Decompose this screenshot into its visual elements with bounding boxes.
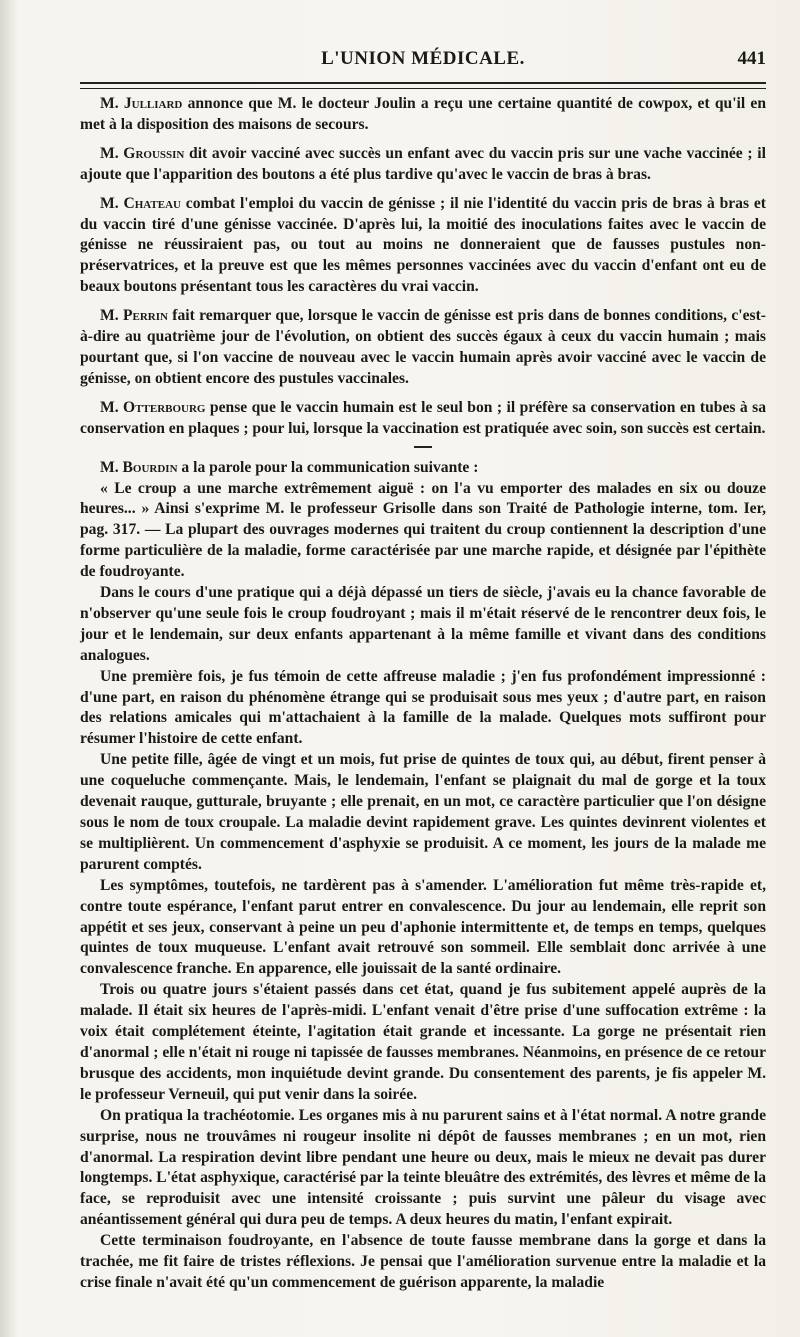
paragraph-text: Cette terminaison foudroyante, en l'absence de toute fausse membrane dans la gorge et dans la trachée, me fit faire de tristes réflexions. Je pensai que l'amélioration survenue entre la maladie et la crise finale n'avait été qu'un commencement de guérison apparente, la maladie <box>80 1232 766 1291</box>
page-number: 441 <box>737 48 766 69</box>
paragraph-text: annonce que M. le docteur Joulin a reçu une certaine quantité de cowpox, et qu'il en met à la disposition des maisons de secours. <box>80 95 767 133</box>
header-rule <box>80 82 766 89</box>
paragraph-text: Une petite fille, âgée de vingt et un mois, fut prise de quintes de toux qui, au début, firent penser à une coqueluche commençante. Mais, le lendemain, l'enfant se plaignait du mal de gorge et la toux devenait rauque, gutturale, bruyante ; elle prenait, en un mot, ce caractère particulier que l'on désigne sous le nom de toux croupale. La maladie devint rapidement grave. Les quintes devinrent violentes et se multiplièrent. Un commencement d'asphyxie se produisit. A ce moment, les jours de la malade me parurent comptés. <box>80 751 766 873</box>
speaker-name: M. Otterbourg <box>100 398 206 416</box>
paragraph <box>80 1106 766 1231</box>
paragraph <box>80 876 766 981</box>
paragraph <box>80 306 766 390</box>
speaker-name: M. Groussin <box>100 144 185 162</box>
paragraph-text: fait remarquer que, lorsque le vaccin de génisse est pris dans de bonnes conditions, c'est-à-dire au quatrième jour de l'évolution, on obtient des succès égaux à ceux du vaccin humain ; mais pourtant que, si l'on vaccine de nouveau avec le vaccin humain après avoir vacciné avec le vaccin de génisse, on obtient encore des pustules vaccinales. <box>80 307 766 387</box>
speaker-name: M. Perrin <box>100 307 168 325</box>
speaker-name: M. Julliard <box>100 95 183 112</box>
paragraph <box>80 194 766 299</box>
paragraph <box>80 94 766 136</box>
paragraph <box>80 398 766 440</box>
paragraph-text: dit avoir vacciné avec succès un enfant avec du vaccin pris sur une vache vaccinée ; il ajoute que l'apparition des boutons a été plus tardive qu'avec le vaccin de bras à bras. <box>80 144 766 183</box>
article-body <box>80 94 766 1294</box>
paragraph <box>80 479 766 584</box>
page-header <box>80 48 766 74</box>
running-title: L'UNION MÉDICALE. <box>321 48 525 69</box>
paragraph-text: Les symptômes, toutefois, ne tardèrent pas à s'amender. L'amélioration fut même très-rapide et, contre toute espérance, l'enfant parut entrer en convalescence. Du jour au lendemain, elle reprit son appétit et ses jeux, conservant à peine un peu d'aphonie intermittente et, de temps en temps, quelques quintes de toux muqueuse. L'enfant avait retrouvé son sommeil. Elle semblait donc arrivée à une convalescence franche. En apparence, elle jouissait de la santé ordinaire. <box>80 876 766 978</box>
paragraph <box>80 750 766 875</box>
paragraph <box>80 583 766 667</box>
paragraph-text: pense que le vaccin humain est le seul bon ; il préfère sa conservation en tubes à sa conservation en plaques ; pour lui, lorsque la vaccination est pratiquée avec soin, son succès est certain. <box>80 398 766 437</box>
paragraph <box>80 458 766 479</box>
paragraph-text: Trois ou quatre jours s'étaient passés dans cet état, quand je fus subitement appelé auprès de la malade. Il était six heures de l'après-midi. L'enfant venait d'être prise d'une suffocation extrême : la voix était complétement éteinte, l'agitation était grande et incessante. La gorge ne présentait rien d'anormal ; elle n'était ni rouge ni tapissée de fausses membranes. Néanmoins, en présence de ce retour brusque des accidents, mon inquiétude devint grande. Du consentement des parents, je fis appeler M. le professeur Verneuil, qui put venir dans la soirée. <box>80 981 766 1103</box>
speaker-name: M. Bourdin <box>100 458 178 476</box>
paragraph-text: Une première fois, je fus témoin de cette affreuse maladie ; j'en fus profondément impressionné : d'une part, en raison du phénomène étrange qui se produisait sous mes yeux ; d'autre part, en raison des relations amicales qui m'attachaient à la famille de la malade. Quelques mots suffiront pour résumer l'histoire de cette enfant. <box>80 667 766 748</box>
paragraph <box>80 980 766 1105</box>
paragraph-text: a la parole pour la communication suivante : <box>177 458 479 476</box>
paragraph-text: combat l'emploi du vaccin de génisse ; il nie l'identité du vaccin pris de bras à bras et du vaccin tiré d'une génisse vaccinée. D'après lui, la moitié des inoculations faites avec le vaccin de génisse ne réussiraient pas, ou tout au moins ne donneraient que de fausses pustules non-préservatrices, et la preuve est que les mêmes personnes vaccinées avec du vaccin d'enfant ont eu de beaux boutons présentant tous les caractères du vrai vaccin. <box>80 194 766 296</box>
paragraph-text: On pratiqua la trachéotomie. Les organes mis à nu parurent sains et à l'état normal. A notre grande surprise, nous ne trouvâmes ni rougeur insolite ni dépôt de fausses membranes ; en un mot, rien d'anormal. La respiration devint libre pendant une heure ou deux, mais le mieux ne devait pas durer longtemps. L'état asphyxique, caractérisé par la teinte bleuâtre des extrémités, des lèvres et même de la face, se reproduisit avec une intensité croissante ; puis survint une pâleur du visage avec anéantissement général qui dura peu de temps. A deux heures du matin, l'enfant expirait. <box>80 1106 766 1229</box>
paragraph <box>80 667 766 751</box>
paragraph-text: Dans le cours d'une pratique qui a déjà dépassé un tiers de siècle, j'avais eu la chance favorable de n'observer qu'une seule fois le croup foudroyant ; mais il m'était réservé de le rencontrer deux fois, le jour et le lendemain, sur deux enfants appartenant à la même famille et vivant dans des conditions analogues. <box>80 584 766 664</box>
paragraph <box>80 144 766 186</box>
speaker-name: M. Chateau <box>100 194 181 212</box>
section-divider <box>414 446 432 448</box>
paragraph <box>80 1231 766 1294</box>
paragraph-text: « Le croup a une marche extrêmement aiguë : on l'a vu emporter des malades en six ou douze heures... » Ainsi s'exprime M. le professeur Grisolle dans son Traité de Pathologie interne, tom. Ier, pag. 317. — La plupart des ouvrages modernes qui traitent du croup contiennent la description d'une forme particulière de la maladie, forme caractérisée par une marche rapide, et désignée par l'épithète de foudroyante. <box>80 479 766 581</box>
